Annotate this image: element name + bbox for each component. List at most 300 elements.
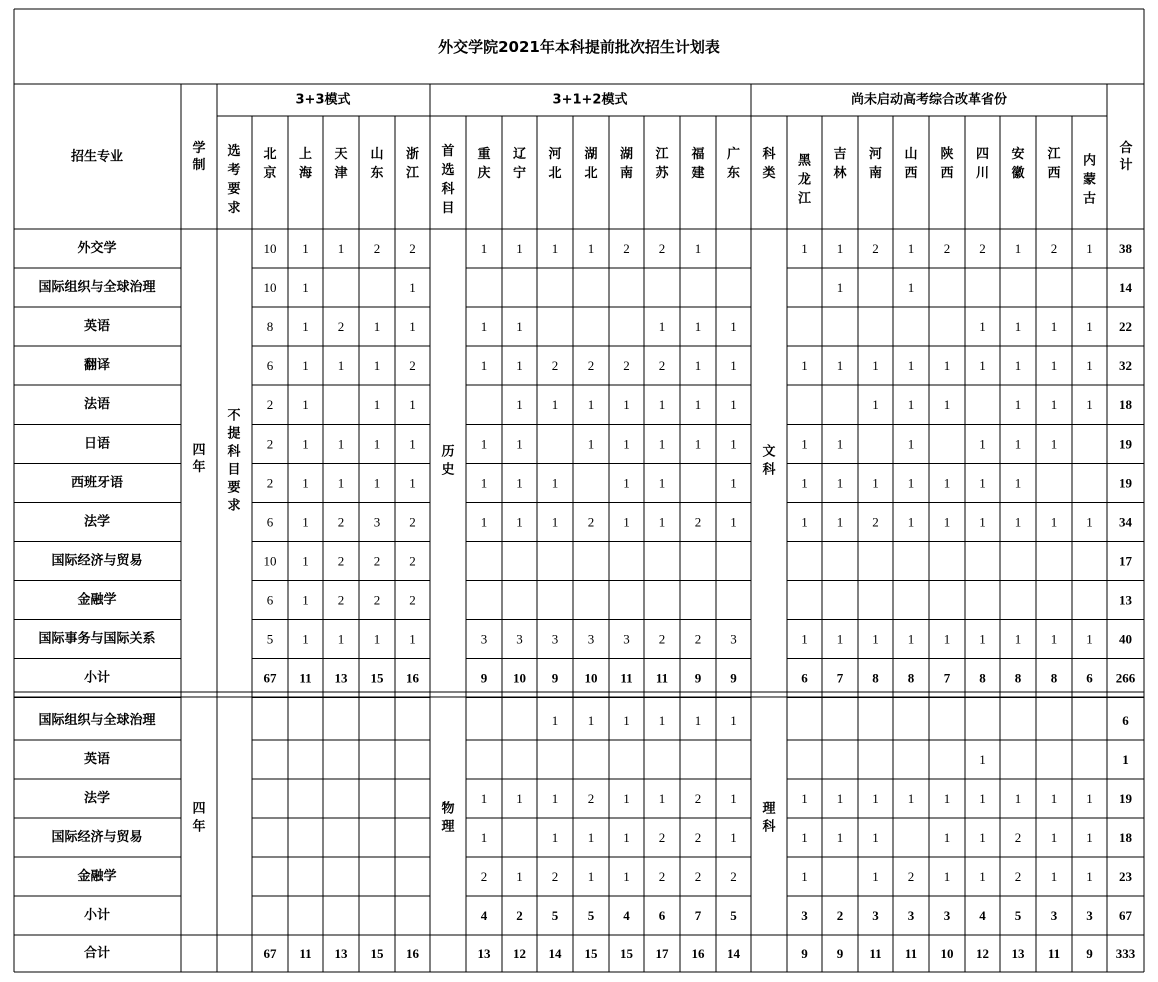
liberal-subject-char: 史 — [441, 462, 455, 478]
liberal-row-cell: 1 — [836, 631, 844, 647]
liberal-row-name: 法语 — [83, 397, 111, 413]
liberal-requirement-char: 求 — [227, 498, 241, 514]
liberal-subtotal-cell: 9 — [694, 670, 702, 686]
science-row-cell: 1 — [979, 830, 986, 845]
liberal-row-cell: 1 — [480, 514, 488, 530]
liberal-row-cell: 1 — [1050, 514, 1058, 530]
province-header-12-char: 东 — [726, 166, 741, 181]
grand-total-cell: 16 — [406, 946, 419, 961]
liberal-row-cell: 1 — [943, 631, 951, 647]
science-row-cell: 1 — [1050, 791, 1058, 806]
liberal-row-cell: 6 — [266, 592, 274, 608]
liberal-row-cell: 1 — [836, 436, 844, 452]
province-header-7 — [548, 146, 561, 181]
liberal-row-cell: 1 — [337, 358, 345, 374]
liberal-row-cell: 1 — [373, 631, 381, 647]
liberal-subtotal-cell: 8 — [872, 670, 879, 686]
grand-total-cell: 9 — [1086, 946, 1093, 961]
liberal-row-cell: 2 — [266, 436, 274, 452]
grand-total-cell: 11 — [299, 946, 312, 961]
province-header-16-char: 山 — [904, 147, 918, 162]
science-row-cell: 1 — [907, 791, 915, 806]
province-header-20-char: 江 — [1047, 147, 1061, 162]
liberal-row-cell: 3 — [730, 631, 737, 647]
liberal-row-name: 日语 — [83, 436, 111, 452]
science-subtotal-cell: 4 — [979, 908, 986, 923]
grand-total-cell: 9 — [801, 946, 808, 961]
liberal-row-cell: 3 — [623, 631, 630, 647]
province-header-1-char: 上 — [298, 147, 313, 162]
science-row-cell: 1 — [1086, 791, 1093, 806]
province-header-8-char: 北 — [584, 166, 598, 181]
liberal-row-cell: 1 — [1086, 631, 1093, 647]
liberal-row-total: 17 — [1119, 553, 1132, 569]
province-header-5 — [477, 146, 490, 181]
liberal-row-cell: 1 — [302, 241, 309, 257]
liberal-row-cell: 1 — [658, 436, 666, 452]
province-header-4-char: 浙 — [405, 147, 420, 162]
liberal-row-cell: 1 — [907, 280, 915, 296]
liberal-row-cell: 1 — [730, 319, 737, 335]
liberal-row-name: 国际经济与贸易 — [51, 553, 143, 569]
province-header-10 — [654, 147, 669, 181]
liberal-row-cell: 1 — [1086, 241, 1093, 257]
province-header-6-char: 辽 — [512, 147, 527, 162]
science-row-total: 19 — [1119, 791, 1132, 806]
liberal-row-cell: 1 — [480, 475, 488, 491]
science-row-cell: 1 — [943, 830, 951, 845]
science-row-cell: 1 — [979, 752, 986, 767]
science-row-cell: 1 — [730, 713, 737, 728]
liberal-row-name: 国际组织与全球治理 — [38, 280, 156, 296]
length-header-char: 制 — [192, 158, 206, 173]
liberal-row-cell: 1 — [943, 514, 951, 530]
science-subtotal-cell: 5 — [587, 908, 595, 923]
total-header-char: 合 — [1119, 141, 1133, 156]
liberal-row-cell: 2 — [409, 241, 416, 257]
liberal-row-cell: 1 — [516, 397, 523, 413]
liberal-row-cell: 1 — [623, 436, 630, 452]
liberal-row-cell: 2 — [373, 241, 381, 257]
liberal-row-total: 38 — [1119, 241, 1132, 257]
liberal-length — [192, 443, 205, 475]
province-header-15 — [869, 146, 882, 181]
liberal-row-cell: 3 — [373, 514, 381, 530]
liberal-row-cell: 2 — [872, 514, 879, 530]
province-header-13 — [797, 154, 812, 207]
grand-total-cell: 14 — [727, 946, 740, 961]
liberal-row-cell: 1 — [587, 241, 595, 257]
province-header-14-char: 吉 — [833, 147, 847, 162]
liberal-row-cell: 1 — [658, 397, 666, 413]
liberal-row-cell: 1 — [302, 631, 309, 647]
liberal-row-cell: 1 — [979, 631, 986, 647]
liberal-row-cell: 1 — [409, 280, 416, 296]
liberal-row-cell: 1 — [480, 319, 488, 335]
liberal-subtotal-cell: 8 — [979, 670, 986, 686]
liberal-row-cell: 1 — [1086, 319, 1093, 335]
science-length — [192, 802, 205, 835]
science-subtotal-cell: 3 — [801, 908, 808, 923]
liberal-subject-char: 历 — [441, 444, 455, 460]
liberal-row-cell: 1 — [302, 592, 309, 608]
liberal-row-cell: 1 — [1050, 436, 1058, 452]
province-header-6-char: 宁 — [512, 166, 527, 181]
liberal-row-cell: 2 — [409, 592, 416, 608]
liberal-row-cell: 1 — [730, 436, 737, 452]
science-subtotal-cell: 6 — [658, 908, 666, 923]
liberal-row-cell: 2 — [373, 592, 381, 608]
grand-total-total: 333 — [1115, 946, 1136, 961]
liberal-row-cell: 2 — [409, 358, 416, 374]
science-row-cell: 1 — [872, 791, 879, 806]
province-header-21 — [1083, 153, 1096, 207]
liberal-row-total: 14 — [1119, 280, 1132, 296]
science-row-cell: 1 — [1050, 830, 1058, 845]
grand-total-cell: 13 — [1011, 946, 1025, 961]
liberal-row-cell: 1 — [623, 397, 630, 413]
province-header-18-char: 四 — [975, 147, 990, 162]
liberal-row-cell: 1 — [480, 358, 488, 374]
grand-total-cell: 10 — [940, 946, 954, 961]
liberal-row-cell: 1 — [1014, 514, 1022, 530]
liberal-length-char: 四 — [192, 443, 206, 458]
liberal-row-cell: 1 — [551, 475, 559, 491]
liberal-row-cell: 1 — [409, 475, 416, 491]
category-header-char: 类 — [762, 166, 776, 181]
length-header — [192, 140, 205, 173]
liberal-row-cell: 1 — [337, 475, 345, 491]
liberal-row-cell: 1 — [694, 358, 702, 374]
liberal-category — [761, 444, 776, 478]
liberal-requirement-char: 不 — [227, 408, 241, 424]
science-subtotal-cell: 3 — [907, 908, 915, 923]
liberal-subtotal-cell: 9 — [480, 670, 488, 686]
liberal-row-cell: 3 — [480, 631, 488, 647]
liberal-row-cell: 1 — [730, 514, 737, 530]
science-row-cell: 1 — [801, 869, 808, 884]
province-header-15-char: 南 — [868, 166, 883, 181]
liberal-row-cell: 1 — [516, 241, 523, 257]
liberal-row-cell: 1 — [302, 280, 309, 296]
liberal-row-cell: 1 — [302, 475, 309, 491]
liberal-row-cell: 1 — [587, 397, 595, 413]
liberal-row-cell: 1 — [1014, 436, 1022, 452]
science-subtotal-cell: 3 — [943, 908, 951, 923]
science-subtotal-cell: 5 — [1014, 908, 1022, 923]
grand-total-cell: 15 — [370, 946, 384, 961]
liberal-row-cell: 1 — [516, 358, 523, 374]
grand-total-cell: 13 — [334, 946, 348, 961]
liberal-subtotal-cell: 10 — [513, 670, 526, 686]
science-row-cell: 2 — [1014, 830, 1022, 845]
liberal-row-cell: 1 — [836, 280, 844, 296]
grand-total-cell: 11 — [904, 946, 918, 961]
science-row-cell: 1 — [516, 791, 523, 806]
liberal-row-cell: 1 — [730, 475, 737, 491]
science-row-cell: 1 — [801, 830, 808, 845]
liberal-row-cell: 1 — [1014, 397, 1022, 413]
province-header-0-char: 北 — [263, 147, 277, 162]
group-header-unreformed: 尚未启动高考综合改革省份 — [850, 92, 1008, 108]
liberal-row-cell: 1 — [551, 241, 559, 257]
liberal-row-cell: 6 — [266, 358, 274, 374]
liberal-row-cell: 1 — [516, 319, 523, 335]
liberal-subtotal-cell: 11 — [620, 670, 633, 686]
liberal-subtotal-cell: 15 — [370, 670, 384, 686]
science-subtotal-cell: 4 — [623, 908, 630, 923]
science-row-cell: 1 — [551, 713, 559, 728]
province-header-0 — [263, 147, 276, 181]
liberal-row-cell: 2 — [551, 358, 559, 374]
liberal-row-name: 英语 — [83, 319, 111, 335]
science-row-cell: 2 — [658, 869, 666, 884]
liberal-row-cell: 1 — [872, 358, 879, 374]
liberal-row-cell: 1 — [1014, 475, 1022, 491]
science-row-cell: 1 — [1050, 869, 1058, 884]
liberal-row-cell: 1 — [694, 319, 702, 335]
liberal-row-name: 翻译 — [83, 358, 111, 374]
liberal-row-cell: 2 — [872, 241, 879, 257]
liberal-row-cell: 1 — [302, 553, 309, 569]
science-subtotal-cell: 3 — [1086, 908, 1093, 923]
science-category-char: 理 — [762, 801, 776, 817]
liberal-row-cell: 1 — [587, 436, 595, 452]
category-header — [761, 146, 776, 181]
liberal-row-cell: 1 — [373, 475, 381, 491]
grand-total-cell: 17 — [655, 946, 669, 961]
liberal-subtotal-total: 266 — [1115, 670, 1136, 686]
liberal-row-cell: 1 — [409, 397, 416, 413]
liberal-row-cell: 1 — [480, 241, 488, 257]
liberal-row-cell: 2 — [266, 397, 274, 413]
liberal-row-cell: 2 — [658, 358, 666, 374]
province-header-6 — [513, 146, 526, 181]
province-header-10-char: 江 — [655, 147, 669, 162]
province-header-21-char: 古 — [1082, 191, 1097, 207]
total-header-char: 计 — [1119, 158, 1133, 173]
liberal-row-cell: 1 — [302, 436, 309, 452]
science-row-total: 18 — [1119, 830, 1132, 845]
major-header: 招生专业 — [70, 149, 124, 165]
science-subtotal-cell: 5 — [730, 908, 737, 923]
province-header-13-char: 龙 — [797, 172, 812, 188]
grand-total-cell: 11 — [1047, 946, 1061, 961]
liberal-row-cell: 1 — [1014, 241, 1022, 257]
liberal-row-cell: 1 — [302, 319, 309, 335]
liberal-subtotal-cell: 8 — [907, 670, 915, 686]
liberal-row-cell: 1 — [658, 514, 666, 530]
science-row-total: 1 — [1122, 752, 1129, 767]
liberal-row-cell: 1 — [979, 436, 986, 452]
grand-total-cell: 12 — [976, 946, 989, 961]
province-header-17-char: 西 — [940, 166, 954, 181]
science-row-cell: 1 — [872, 830, 879, 845]
science-row-cell: 1 — [979, 791, 986, 806]
liberal-row-cell: 1 — [872, 397, 879, 413]
liberal-row-cell: 2 — [943, 241, 951, 257]
province-header-20 — [1046, 147, 1061, 181]
liberal-row-cell: 1 — [694, 436, 702, 452]
liberal-row-cell: 1 — [623, 514, 630, 530]
liberal-row-cell: 1 — [872, 631, 879, 647]
province-header-7-char: 河 — [548, 147, 562, 162]
liberal-row-cell: 2 — [337, 514, 345, 530]
province-header-18-char: 川 — [975, 166, 990, 181]
province-header-5-char: 庆 — [477, 166, 491, 181]
liberal-requirement-char: 要 — [227, 480, 241, 496]
science-subtotal-cell: 3 — [1050, 908, 1058, 923]
science-row-cell: 1 — [943, 791, 951, 806]
science-row-cell: 1 — [801, 791, 808, 806]
science-row-cell: 1 — [551, 791, 559, 806]
liberal-row-cell: 10 — [263, 280, 277, 296]
province-header-21-char: 蒙 — [1082, 172, 1097, 188]
liberal-row-cell: 1 — [516, 436, 523, 452]
liberal-row-cell: 1 — [302, 397, 309, 413]
science-row-cell: 1 — [1086, 830, 1093, 845]
liberal-row-cell: 2 — [373, 553, 381, 569]
science-subtotal-total: 67 — [1119, 908, 1132, 923]
liberal-row-cell: 1 — [658, 319, 666, 335]
grand-total-cell: 9 — [836, 946, 844, 961]
science-row-cell: 1 — [694, 713, 702, 728]
province-header-16 — [904, 147, 917, 181]
liberal-subject — [441, 445, 454, 478]
liberal-row-cell: 1 — [801, 358, 808, 374]
liberal-subtotal-name: 小计 — [83, 670, 111, 686]
liberal-row-cell: 1 — [1050, 397, 1058, 413]
province-header-15-char: 河 — [868, 147, 883, 162]
science-row-name: 国际组织与全球治理 — [38, 713, 156, 728]
province-header-12-char: 广 — [726, 147, 741, 162]
science-row-cell: 2 — [658, 830, 666, 845]
liberal-row-cell: 1 — [551, 397, 559, 413]
science-row-name: 法学 — [83, 791, 111, 806]
liberal-length-char: 年 — [192, 460, 206, 475]
province-header-1 — [299, 147, 313, 181]
liberal-row-cell: 1 — [694, 397, 702, 413]
province-header-17-char: 陕 — [940, 147, 954, 162]
science-row-cell: 1 — [658, 791, 666, 806]
liberal-row-cell: 1 — [516, 514, 523, 530]
science-row-cell: 1 — [551, 830, 559, 845]
liberal-row-cell: 6 — [266, 514, 274, 530]
requirement-header-char: 要 — [227, 182, 241, 197]
province-header-8-char: 湖 — [584, 147, 598, 162]
liberal-row-cell: 1 — [979, 319, 986, 335]
liberal-subtotal-cell: 6 — [1086, 670, 1093, 686]
liberal-row-cell: 1 — [943, 397, 951, 413]
liberal-row-cell: 1 — [409, 319, 416, 335]
liberal-subtotal-cell: 16 — [406, 670, 419, 686]
science-row-name: 金融学 — [77, 869, 117, 884]
science-row-cell: 1 — [516, 869, 523, 884]
province-header-5-char: 重 — [477, 147, 491, 162]
liberal-row-cell: 1 — [694, 241, 702, 257]
science-row-cell: 1 — [979, 869, 986, 884]
science-row-cell: 1 — [943, 869, 951, 884]
science-subtotal-cell: 3 — [872, 908, 879, 923]
province-header-20-char: 西 — [1047, 166, 1061, 181]
science-subject-char: 理 — [441, 819, 455, 835]
liberal-row-cell: 1 — [730, 358, 737, 374]
liberal-row-name: 外交学 — [77, 241, 117, 257]
liberal-subtotal-cell: 8 — [1014, 670, 1022, 686]
province-header-0-char: 京 — [263, 166, 277, 181]
liberal-row-cell: 2 — [337, 319, 345, 335]
science-row-cell: 2 — [480, 869, 488, 884]
science-length-char: 四 — [192, 801, 206, 817]
science-row-cell: 2 — [730, 869, 737, 884]
science-row-cell: 1 — [730, 830, 737, 845]
liberal-requirement-char: 科 — [227, 444, 241, 460]
liberal-row-cell: 1 — [836, 475, 844, 491]
liberal-row-total: 19 — [1119, 436, 1132, 452]
province-header-16-char: 西 — [904, 166, 918, 181]
province-header-17 — [940, 146, 953, 181]
liberal-row-total: 34 — [1119, 514, 1132, 530]
liberal-row-cell: 1 — [907, 631, 915, 647]
requirement-header — [227, 143, 240, 216]
liberal-row-total: 40 — [1119, 631, 1132, 647]
liberal-row-cell: 2 — [979, 241, 986, 257]
liberal-row-cell: 2 — [409, 514, 416, 530]
province-header-7-char: 北 — [548, 166, 562, 181]
liberal-row-cell: 1 — [801, 436, 808, 452]
liberal-row-cell: 1 — [373, 358, 381, 374]
province-header-10-char: 苏 — [655, 166, 669, 181]
liberal-row-cell: 2 — [658, 631, 666, 647]
liberal-category-char: 科 — [762, 462, 776, 478]
science-subtotal-name: 小计 — [83, 908, 111, 923]
liberal-row-cell: 2 — [337, 592, 345, 608]
science-row-cell: 1 — [730, 791, 737, 806]
liberal-row-cell: 1 — [836, 241, 844, 257]
liberal-row-cell: 1 — [1086, 358, 1093, 374]
liberal-row-cell: 2 — [266, 475, 274, 491]
liberal-subtotal-cell: 11 — [299, 670, 312, 686]
science-row-cell: 1 — [836, 830, 844, 845]
liberal-row-cell: 1 — [943, 475, 951, 491]
science-row-cell: 1 — [587, 830, 595, 845]
liberal-row-cell: 1 — [907, 475, 915, 491]
liberal-row-cell: 2 — [694, 631, 702, 647]
science-row-cell: 1 — [1014, 791, 1022, 806]
liberal-row-cell: 1 — [373, 397, 381, 413]
length-header-char: 学 — [192, 141, 206, 156]
liberal-subtotal-cell: 7 — [836, 670, 844, 686]
liberal-subtotal-cell: 8 — [1050, 670, 1058, 686]
liberal-row-cell: 1 — [801, 631, 808, 647]
province-header-3-char: 东 — [370, 166, 384, 181]
science-row-cell: 1 — [623, 869, 630, 884]
liberal-subtotal-cell: 9 — [730, 670, 737, 686]
liberal-row-cell: 1 — [623, 475, 630, 491]
liberal-row-cell: 3 — [551, 631, 559, 647]
liberal-row-cell: 2 — [623, 358, 630, 374]
liberal-row-cell: 1 — [1014, 319, 1022, 335]
liberal-row-cell: 3 — [516, 631, 523, 647]
liberal-row-cell: 2 — [337, 553, 345, 569]
liberal-row-cell: 1 — [907, 514, 915, 530]
science-row-cell: 2 — [694, 869, 702, 884]
liberal-row-cell: 8 — [266, 319, 274, 335]
liberal-row-cell: 2 — [587, 358, 595, 374]
science-subtotal-cell: 2 — [516, 908, 523, 923]
requirement-header-char: 考 — [227, 163, 241, 178]
science-row-cell: 1 — [480, 830, 488, 845]
